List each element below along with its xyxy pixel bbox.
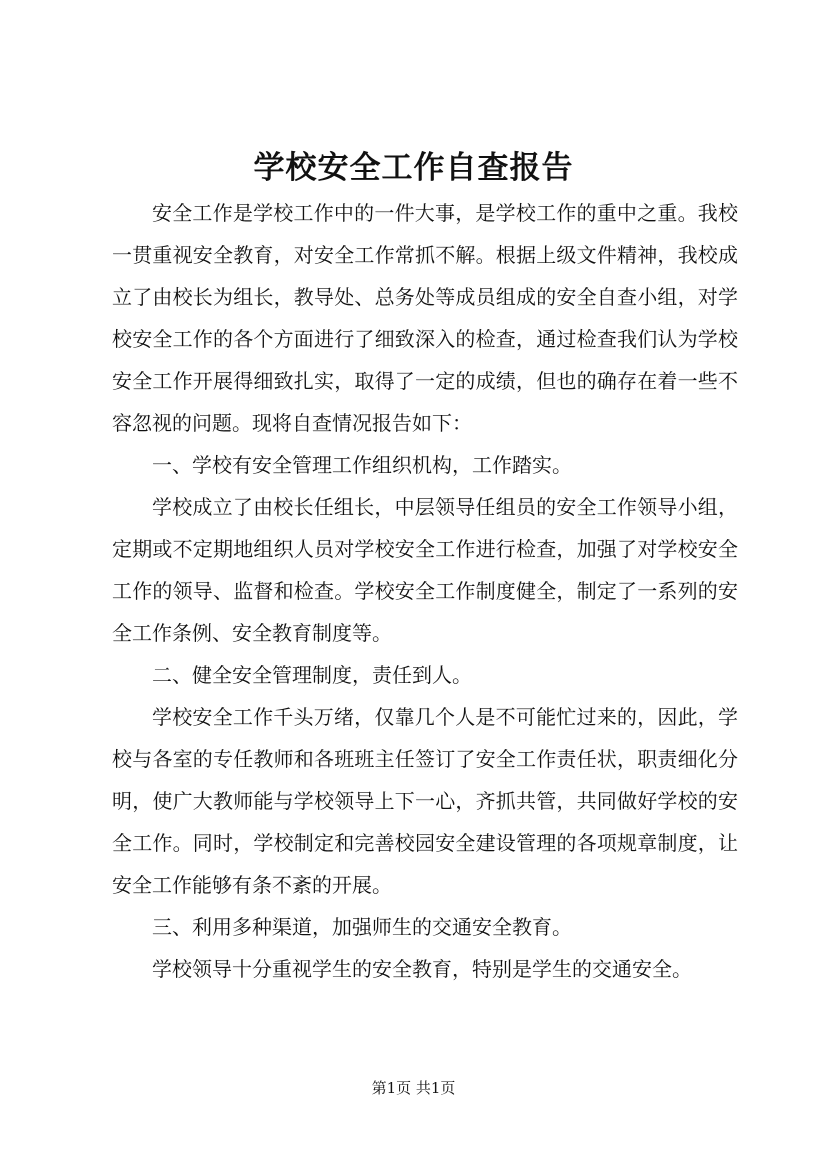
- section-heading-1: 一、学校有安全管理工作组织机构，工作踏实。: [152, 453, 572, 477]
- section-paragraph-2: 学校安全工作千头万绪，仅靠几个人是不可能忙过来的，因此，学校与各室的专任教师和各班班主任签订了安全工作责任状，职责细化分明，使广大教师能与学校领导上下一心，齐抓共管，共同做好学校的安全工作。同时，学校制定和完善校园安全建设管理的各项规章制度，让安全工作能够有条不紊的开展。: [112, 705, 738, 897]
- intro-paragraph: 安全工作是学校工作中的一件大事，是学校工作的重中之重。我校一贯重视安全教育，对安全工作常抓不解。根据上级文件精神，我校成立了由校长为组长，教导处、总务处等成员组成的安全自查小组，对学校安全工作的各个方面进行了细致深入的检查，通过检查我们认为学校安全工作开展得细致扎实，取得了一定的成绩，但也的确存在着一些不容忽视的问题。现将自查情况报告如下：: [112, 201, 738, 435]
- section-paragraph-1: 学校成立了由校长任组长，中层领导任组员的安全工作领导小组，定期或不定期地组织人员对学校安全工作进行检查，加强了对学校安全工作的领导、监督和检查。学校安全工作制度健全，制定了一系列的安全工作条例、安全教育制度等。: [112, 495, 738, 645]
- page-footer: 第1页 共1页: [371, 1079, 456, 1097]
- document-body: [112, 192, 738, 990]
- section-heading-2: 二、健全安全管理制度，责任到人。: [152, 663, 472, 687]
- document-title: 学校安全工作自查报告: [253, 150, 574, 186]
- section-heading-3: 三、利用多种渠道，加强师生的交通安全教育。: [152, 915, 572, 939]
- section-paragraph-3: 学校领导十分重视学生的安全教育，特别是学生的交通安全。: [152, 957, 692, 981]
